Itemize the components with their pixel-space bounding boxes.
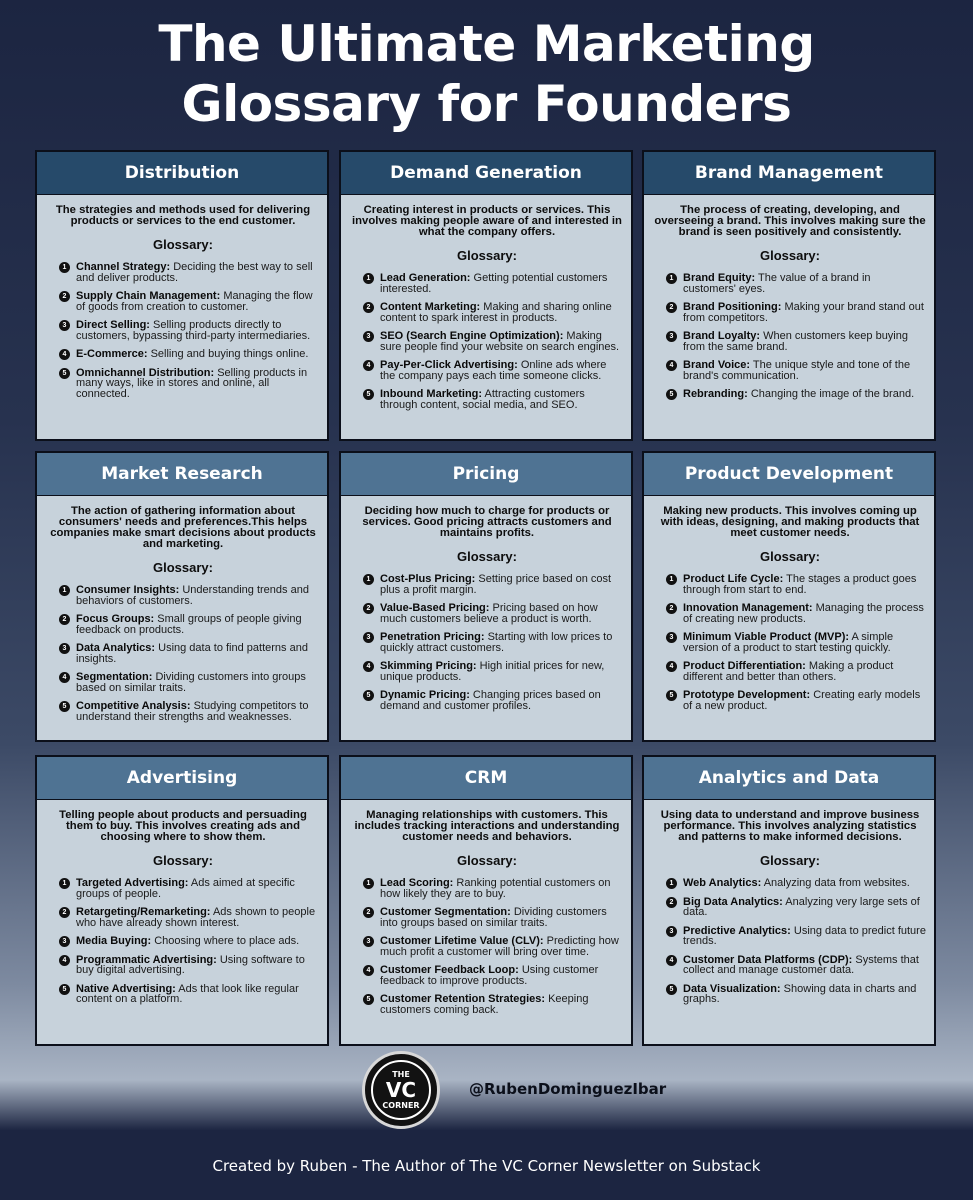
glossary-definition: Keeping customers coming back. [380, 993, 589, 1016]
number-badge-icon: 2 [666, 302, 677, 313]
glossary-item [59, 672, 319, 693]
glossary-definition: A simple version of a product to start testing quickly. [683, 631, 894, 654]
number-badge-icon: 1 [363, 273, 374, 284]
glossary-definition: Deciding the best way to sell and deliver products. [76, 261, 313, 284]
glossary-item [59, 614, 319, 635]
vc-corner-logo [362, 1051, 440, 1129]
glossary-term: Competitive Analysis: [76, 700, 191, 712]
glossary-term: Innovation Management: [683, 602, 813, 614]
section-title: Product Development [644, 453, 934, 496]
glossary-term: Customer Segmentation: [380, 906, 511, 918]
glossary-item [59, 955, 319, 976]
glossary-definition: Understanding trends and behaviors of customers. [76, 584, 309, 607]
number-badge-icon: 5 [363, 389, 374, 400]
glossary-item [59, 936, 319, 947]
glossary-item [363, 574, 623, 595]
section-body [37, 496, 327, 722]
glossary-item [666, 331, 926, 352]
glossary-definition: The value of a brand in customers' eyes. [683, 272, 871, 295]
glossary-definition: When customers keep buying from the same brand. [683, 330, 908, 353]
number-badge-icon: 4 [363, 965, 374, 976]
glossary-term: Brand Positioning: [683, 301, 782, 313]
glossary-definition: Making sure people find your website on search engines. [380, 330, 620, 353]
glossary-term: Focus Groups: [76, 613, 155, 625]
glossary-term: Web Analytics: [683, 877, 762, 889]
glossary-term: Prototype Development: [683, 689, 811, 701]
glossary-item [666, 984, 926, 1005]
glossary-term: Minimum Viable Product (MVP): [683, 631, 850, 643]
number-badge-icon: 2 [363, 302, 374, 313]
number-badge-icon: 5 [59, 984, 70, 995]
glossary-item [666, 878, 926, 889]
section-body [644, 800, 934, 1005]
glossary-term: Content Marketing: [380, 301, 481, 313]
glossary-item [59, 984, 319, 1005]
glossary-term: Segmentation: [76, 671, 153, 683]
section-description: The strategies and methods used for delivering products or services to the end customer. [55, 204, 311, 227]
section-card-product-development [642, 451, 936, 742]
glossary-item [59, 643, 319, 664]
glossary-item [666, 360, 926, 381]
section-description: Creating interest in products or services. This involves making people aware of and interested in what the company offers. [352, 204, 622, 238]
glossary-definition: Ads that look like regular content on a platform. [76, 982, 299, 1005]
section-description: The process of creating, developing, and overseeing a brand. This involves making sure the brand is seen positively and consistently. [654, 204, 926, 238]
glossary-term: Programmatic Advertising: [76, 953, 217, 966]
glossary-term: Rebranding: [683, 388, 748, 400]
section-card-pricing [339, 451, 633, 742]
glossary-definition: Changing the image of the brand. [750, 388, 915, 400]
number-badge-icon: 4 [666, 360, 677, 371]
glossary-term: SEO (Search Engine Optimization): [380, 330, 564, 342]
number-badge-icon: 4 [59, 672, 70, 683]
glossary-heading: Glossary: [153, 237, 213, 252]
glossary-term: Media Buying: [76, 935, 152, 947]
glossary-term: Customer Retention Strategies: [380, 993, 546, 1005]
glossary-heading: Glossary: [760, 549, 820, 564]
number-badge-icon: 5 [59, 701, 70, 712]
section-body [37, 195, 327, 399]
logo-text-middle: VC [385, 1078, 417, 1102]
number-badge-icon: 5 [59, 368, 70, 379]
logo-text-top: THE [392, 1070, 410, 1079]
number-badge-icon: 2 [363, 907, 374, 918]
footer-bar [0, 1131, 973, 1200]
number-badge-icon: 4 [59, 349, 70, 360]
glossary-item [666, 273, 926, 294]
number-badge-icon: 3 [666, 632, 677, 643]
number-badge-icon: 1 [59, 262, 70, 273]
glossary-item [666, 897, 926, 918]
glossary-heading: Glossary: [153, 560, 213, 575]
number-badge-icon: 3 [363, 936, 374, 947]
glossary-definition: Making a product different and better than others. [683, 660, 894, 683]
glossary-item [363, 273, 623, 294]
section-card-advertising [35, 755, 329, 1046]
glossary-term: Brand Voice: [683, 359, 751, 371]
glossary-term: Consumer Insights: [76, 584, 180, 596]
glossary-term: Big Data Analytics: [683, 895, 783, 908]
glossary-item [59, 349, 319, 360]
glossary-term: Lead Generation: [380, 272, 471, 284]
glossary-definition: Showing data in charts and graphs. [683, 982, 917, 1005]
section-title: Demand Generation [341, 152, 631, 195]
number-badge-icon: 2 [666, 603, 677, 614]
glossary-item [59, 907, 319, 928]
glossary-definition: Online ads where the company pays each time someone clicks. [380, 359, 607, 382]
number-badge-icon: 1 [363, 878, 374, 889]
glossary-item [363, 632, 623, 653]
glossary-item [666, 661, 926, 682]
glossary-definition: Making your brand stand out from competitors. [683, 301, 924, 324]
page-title: The Ultimate Marketing Glossary for Founders [158, 15, 815, 133]
section-card-market-research [35, 451, 329, 742]
section-card-demand-generation [339, 150, 633, 441]
number-badge-icon: 5 [363, 994, 374, 1005]
glossary-term: Omnichannel Distribution: [76, 366, 215, 379]
glossary-item [666, 302, 926, 323]
glossary-item [363, 603, 623, 624]
glossary-term: Retargeting/Remarketing: [76, 906, 211, 918]
glossary-definition: Creating early models of a new product. [683, 689, 921, 712]
glossary-definition: Analyzing very large sets of data. [683, 895, 920, 918]
number-badge-icon: 3 [59, 320, 70, 331]
glossary-definition: Analyzing data from websites. [763, 877, 910, 889]
glossary-item [666, 632, 926, 653]
number-badge-icon: 5 [666, 984, 677, 995]
glossary-item [363, 690, 623, 711]
glossary-term: E-Commerce: [76, 348, 148, 360]
glossary-term: Brand Loyalty: [683, 330, 761, 342]
section-body [341, 496, 631, 711]
number-badge-icon: 1 [666, 273, 677, 284]
glossary-definition: Selling and buying things online. [150, 348, 309, 360]
glossary-heading: Glossary: [153, 853, 213, 868]
section-body [644, 195, 934, 400]
section-card-analytics-and-data [642, 755, 936, 1046]
glossary-item [666, 955, 926, 976]
section-title: Brand Management [644, 152, 934, 195]
glossary-item [363, 661, 623, 682]
glossary-heading: Glossary: [457, 853, 517, 868]
number-badge-icon: 2 [59, 614, 70, 625]
number-badge-icon: 1 [59, 878, 70, 889]
glossary-term: Data Analytics: [76, 642, 156, 654]
glossary-item [363, 965, 623, 986]
glossary-item [666, 603, 926, 624]
number-badge-icon: 4 [363, 360, 374, 371]
glossary-definition: Dividing customers into groups based on similar traits. [76, 671, 306, 694]
number-badge-icon: 1 [363, 574, 374, 585]
glossary-term: Lead Scoring: [380, 877, 454, 889]
glossary-definition: Selling products in many ways, like in stores and online, all connected. [76, 366, 308, 400]
glossary-item [363, 331, 623, 352]
glossary-item [59, 701, 319, 722]
glossary-item [363, 994, 623, 1015]
glossary-term: Cost-Plus Pricing: [380, 573, 476, 585]
glossary-term: Pay-Per-Click Advertising: [380, 359, 518, 371]
glossary-definition: Making and sharing online content to spark interest in products. [380, 301, 612, 324]
section-description: Making new products. This involves coming up with ideas, designing, and making products that meet customer needs. [660, 505, 920, 539]
section-description: Deciding how much to charge for products or services. Good pricing attracts customers and maintains profits. [362, 505, 612, 539]
number-badge-icon: 2 [666, 897, 677, 908]
glossary-term: Customer Feedback Loop: [380, 964, 519, 976]
number-badge-icon: 1 [666, 574, 677, 585]
glossary-term: Customer Lifetime Value (CLV): [380, 935, 544, 947]
section-title: Advertising [37, 757, 327, 800]
glossary-term: Brand Equity: [683, 272, 756, 284]
number-badge-icon: 3 [363, 632, 374, 643]
number-badge-icon: 3 [59, 936, 70, 947]
glossary-item [363, 907, 623, 928]
glossary-term: Dynamic Pricing: [380, 689, 470, 701]
glossary-definition: Ads aimed at specific groups of people. [76, 877, 295, 900]
section-body [644, 496, 934, 711]
number-badge-icon: 2 [363, 603, 374, 614]
section-card-brand-management [642, 150, 936, 441]
glossary-heading: Glossary: [760, 248, 820, 263]
glossary-term: Channel Strategy: [76, 261, 171, 273]
number-badge-icon: 4 [363, 661, 374, 672]
glossary-definition: Selling products directly to customers, bypassing third-party intermediaries. [76, 319, 311, 342]
glossary-definition: Starting with low prices to quickly attract customers. [380, 631, 613, 654]
glossary-item [363, 389, 623, 410]
glossary-definition: High initial prices for new, unique products. [380, 660, 605, 683]
section-card-distribution [35, 150, 329, 441]
number-badge-icon: 3 [666, 331, 677, 342]
glossary-definition: Managing the flow of goods from creation to customer. [76, 290, 313, 313]
section-title: Analytics and Data [644, 757, 934, 800]
section-title: Distribution [37, 152, 327, 195]
glossary-definition: Studying competitors to understand their strengths and weaknesses. [76, 700, 309, 723]
glossary-definition: The unique style and tone of the brand's communication. [683, 359, 911, 382]
glossary-item [666, 926, 926, 947]
section-title: Market Research [37, 453, 327, 496]
number-badge-icon: 1 [666, 878, 677, 889]
number-badge-icon: 3 [666, 926, 677, 937]
glossary-definition: Predicting how much profit a customer will bring over time. [380, 935, 619, 958]
glossary-item [666, 690, 926, 711]
number-badge-icon: 3 [59, 643, 70, 654]
glossary-term: Inbound Marketing: [380, 388, 483, 400]
section-description: Telling people about products and persuading them to buy. This involves creating ads and choosing where to show them. [59, 809, 307, 843]
glossary-item [59, 320, 319, 341]
section-card-crm [339, 755, 633, 1046]
number-badge-icon: 4 [59, 955, 70, 966]
glossary-definition: Dividing customers into groups based on similar traits. [380, 906, 607, 929]
number-badge-icon: 4 [666, 955, 677, 966]
glossary-item [363, 360, 623, 381]
glossary-definition: Using data to find patterns and insights. [76, 642, 308, 665]
glossary-item [59, 262, 319, 283]
glossary-definition: Using data to predict future trends. [683, 924, 926, 947]
glossary-term: Data Visualization: [683, 982, 781, 995]
glossary-definition: Ads shown to people who have already shown interest. [76, 906, 316, 929]
section-body [341, 800, 631, 1015]
glossary-item [59, 585, 319, 606]
glossary-definition: Changing prices based on demand and customer profiles. [380, 689, 601, 712]
section-body [37, 800, 327, 1005]
glossary-term: Direct Selling: [76, 319, 150, 331]
glossary-item [666, 389, 926, 400]
glossary-heading: Glossary: [760, 853, 820, 868]
glossary-definition: Managing the process of creating new products. [683, 602, 924, 625]
glossary-item [363, 302, 623, 323]
logo-ring [371, 1060, 431, 1120]
number-badge-icon: 2 [59, 291, 70, 302]
number-badge-icon: 4 [666, 661, 677, 672]
glossary-term: Predictive Analytics: [683, 924, 791, 937]
glossary-definition: Attracting customers through content, social media, and SEO. [380, 388, 585, 411]
glossary-item [363, 936, 623, 957]
glossary-definition: Using software to buy digital advertising. [76, 953, 305, 976]
number-badge-icon: 5 [363, 690, 374, 701]
footer-text: Created by Ruben - The Author of The VC Corner Newsletter on Substack [212, 1156, 761, 1175]
glossary-term: Product Life Cycle: [683, 573, 784, 585]
glossary-definition: Small groups of people giving feedback on products. [76, 613, 302, 636]
glossary-term: Targeted Advertising: [76, 877, 189, 889]
section-title: CRM [341, 757, 631, 800]
section-description: Using data to understand and improve business performance. This involves analyzing statistics and patterns to make informed decisions. [660, 809, 920, 843]
glossary-item [59, 291, 319, 312]
section-body [341, 195, 631, 410]
logo-text-bottom: CORNER [382, 1101, 420, 1110]
glossary-definition: Choosing where to place ads. [154, 935, 300, 947]
glossary-definition: Using customer feedback to improve products. [380, 964, 599, 987]
number-badge-icon: 5 [666, 690, 677, 701]
section-description: The action of gathering information about consumers' needs and preferences.This helps companies make smart decisions about products and marketing. [50, 505, 316, 550]
glossary-item [59, 878, 319, 899]
glossary-heading: Glossary: [457, 549, 517, 564]
glossary-term: Skimming Pricing: [380, 660, 477, 672]
number-badge-icon: 2 [59, 907, 70, 918]
glossary-definition: Getting potential customers interested. [380, 272, 608, 295]
author-handle[interactable]: @RubenDominguezIbar [469, 1080, 667, 1098]
glossary-item [666, 574, 926, 595]
glossary-definition: Setting price based on cost plus a profit margin. [380, 573, 612, 596]
glossary-term: Penetration Pricing: [380, 631, 485, 643]
glossary-heading: Glossary: [457, 248, 517, 263]
glossary-item [363, 878, 623, 899]
glossary-term: Value-Based Pricing: [380, 602, 490, 614]
glossary-definition: The stages a product goes through from start to end. [683, 573, 917, 596]
glossary-term: Customer Data Platforms (CDP): [683, 953, 853, 966]
glossary-term: Supply Chain Management: [76, 290, 221, 302]
glossary-definition: Ranking potential customers on how likely they are to buy. [380, 877, 611, 900]
section-title: Pricing [341, 453, 631, 496]
glossary-term: Native Advertising: [76, 982, 176, 995]
glossary-definition: Systems that collect and manage customer data. [683, 953, 919, 976]
glossary-definition: Pricing based on how much customers believe a product is worth. [380, 602, 598, 625]
number-badge-icon: 5 [666, 389, 677, 400]
number-badge-icon: 1 [59, 585, 70, 596]
glossary-term: Product Differentiation: [683, 660, 806, 672]
glossary-item [59, 368, 319, 400]
number-badge-icon: 3 [363, 331, 374, 342]
section-description: Managing relationships with customers. This includes tracking interactions and understanding customer needs and behaviors. [354, 809, 620, 843]
